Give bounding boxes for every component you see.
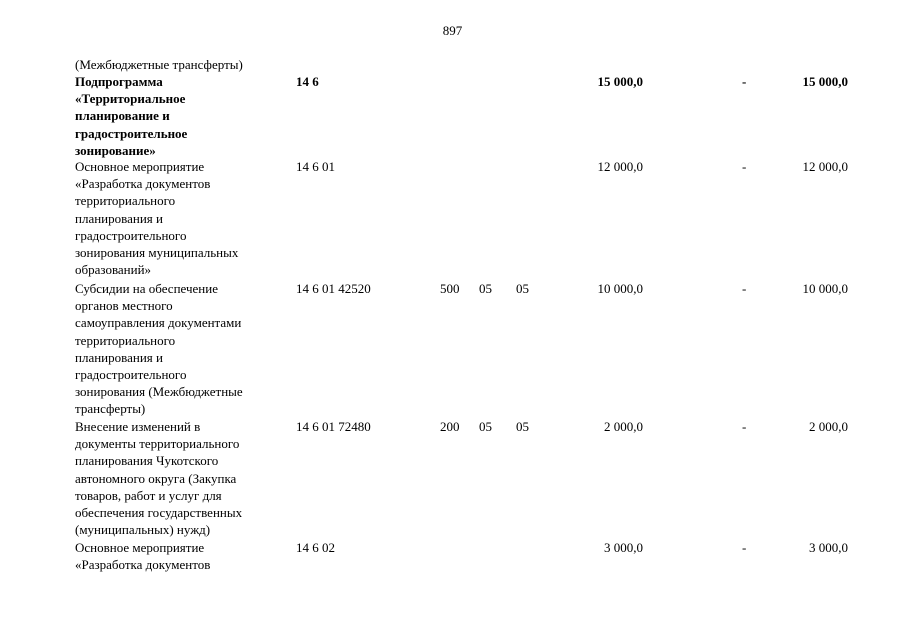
row-sum: 15 000,0	[597, 74, 643, 89]
row-code: 14 6 01	[296, 159, 335, 174]
row-sum: 10 000,0	[597, 281, 643, 296]
row-total: 2 000,0	[809, 419, 848, 434]
row-name: Внесение изменений в документы территориального планирования Чукотского автономного округа (Закупка товаров, работ и услуг для обеспечения государственных (муниципальных) нужд)	[75, 419, 243, 538]
row-change: -	[742, 281, 747, 296]
row-sum: 12 000,0	[597, 159, 643, 174]
row-code: 14 6	[296, 74, 319, 89]
row-rz: 05	[479, 419, 492, 434]
row-total: 12 000,0	[802, 159, 848, 174]
row-change: -	[742, 159, 747, 174]
row-vr: 500	[440, 281, 460, 296]
row-total: 15 000,0	[802, 74, 848, 89]
row-change: -	[742, 540, 747, 555]
row-total: 10 000,0	[802, 281, 848, 296]
row-rz: 05	[479, 281, 492, 296]
continued-text: (Межбюджетные трансферты)	[75, 57, 243, 72]
row-name: Основное мероприятие «Разработка документов территориального планирования и градостроительного зонирования муниципальных образований»	[75, 159, 239, 278]
row-change: -	[742, 419, 747, 434]
row-vr: 200	[440, 419, 460, 434]
row-code: 14 6 01 42520	[296, 281, 371, 296]
row-sum: 3 000,0	[604, 540, 643, 555]
row-total: 3 000,0	[809, 540, 848, 555]
row-name: Подпрограмма «Территориальное планирование и градостроительное зонирование»	[75, 74, 188, 158]
row-pr: 05	[516, 419, 529, 434]
page-number: 897	[442, 23, 463, 38]
row-sum: 2 000,0	[604, 419, 643, 434]
row-code: 14 6 02	[296, 540, 335, 555]
row-change: -	[742, 74, 747, 89]
row-pr: 05	[516, 281, 529, 296]
row-name: Основное мероприятие «Разработка документов	[75, 540, 211, 573]
row-code: 14 6 01 72480	[296, 419, 371, 434]
row-name: Субсидии на обеспечение органов местного самоуправления документами территориального планирования и градостроительного зонирования (Межбюджетные трансферты)	[75, 281, 243, 417]
